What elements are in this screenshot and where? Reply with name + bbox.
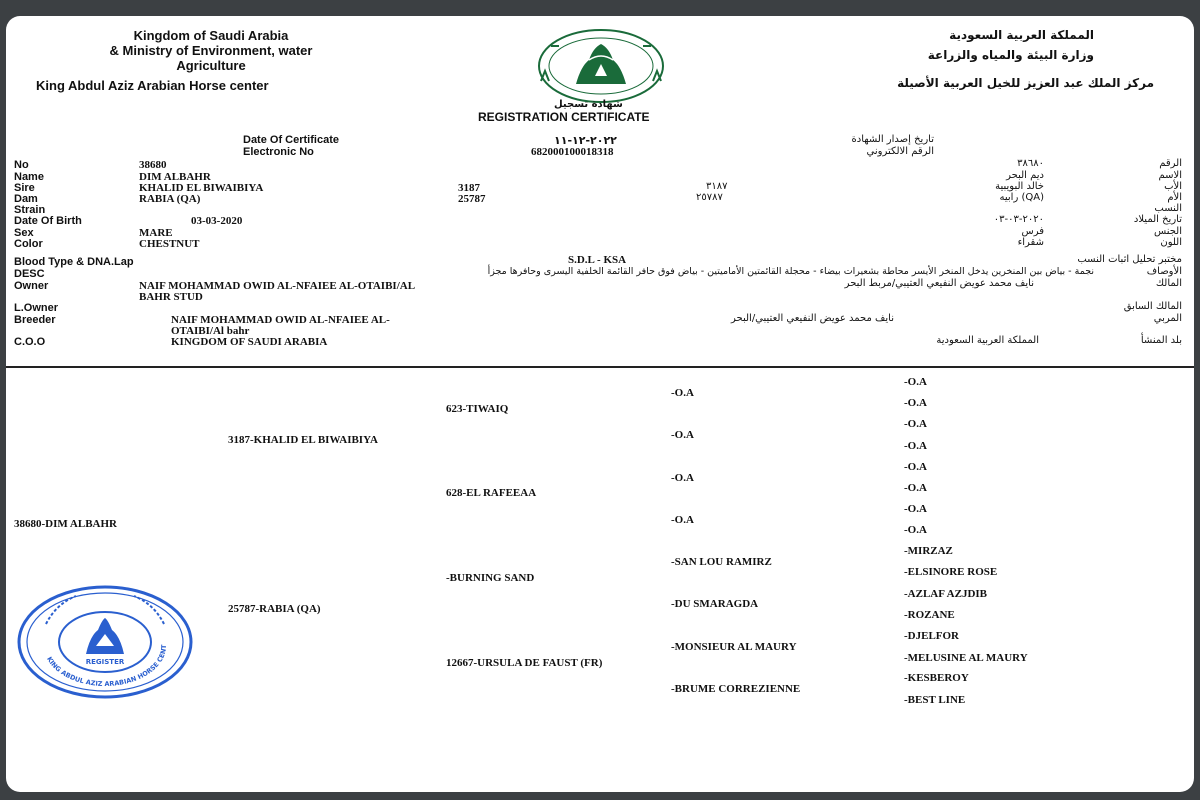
seal-text: KING ABDUL AZIZ ARABIAN HORSE CENT bbox=[45, 644, 169, 689]
header-english-line: & Ministry of Environment, water bbox=[109, 43, 313, 58]
pedigree-gen3: -O.A bbox=[671, 387, 694, 399]
strain-label: Strain bbox=[14, 204, 46, 216]
dam-number-ar: ٢٥٧٨٧ bbox=[696, 192, 723, 203]
header-english bbox=[46, 28, 376, 73]
owner-label: Owner bbox=[14, 280, 49, 292]
pedigree-gen4: -DJELFOR bbox=[904, 630, 959, 642]
name-label: Name bbox=[14, 171, 44, 183]
sire-value-ar: خالد البويبية bbox=[995, 181, 1044, 192]
strain-label-ar: النسب bbox=[1154, 203, 1182, 214]
pedigree-gen3: -O.A bbox=[671, 472, 694, 484]
header-english-line: Agriculture bbox=[176, 58, 246, 73]
electronic-no-label: Electronic No bbox=[243, 146, 314, 158]
header-arabic-line-2: وزارة البيئة والمياه والزراعة bbox=[927, 48, 1094, 62]
center-logo bbox=[521, 26, 681, 106]
blood-type-label: Blood Type & DNA.Lap bbox=[14, 256, 134, 268]
pedigree-gen3: -O.A bbox=[671, 429, 694, 441]
color-label-ar: اللون bbox=[1160, 237, 1182, 248]
pedigree-gen4: -O.A bbox=[904, 461, 927, 473]
breeder-value-line2: OTAIBI/Al bahr bbox=[171, 325, 250, 337]
pedigree-gen4: -O.A bbox=[904, 524, 927, 536]
l-owner-label-ar: المالك السابق bbox=[1123, 301, 1182, 312]
pedigree-gen3: -DU SMARAGDA bbox=[671, 598, 759, 610]
owner-value-line2: BAHR STUD bbox=[139, 291, 203, 303]
pedigree-gen4: -MELUSINE AL MAURY bbox=[904, 652, 1028, 664]
desc-label-ar: الأوصاف bbox=[1146, 266, 1182, 277]
dam-value: RABIA (QA) bbox=[139, 193, 201, 205]
pedigree-subject: 38680-DIM ALBAHR bbox=[14, 518, 117, 530]
dam-label-ar: الأم bbox=[1167, 192, 1182, 203]
name-value-ar: ديم البحر bbox=[1006, 170, 1044, 181]
dob-value: 03-03-2020 bbox=[191, 215, 243, 227]
sire-label: Sire bbox=[14, 182, 35, 194]
blood-type-label-ar: مختبر تحليل اثبات النسب bbox=[1077, 254, 1182, 265]
sire-label-ar: الأب bbox=[1164, 181, 1182, 192]
pedigree-gen4: -KESBEROY bbox=[904, 672, 969, 684]
pedigree-gen4: -BEST LINE bbox=[904, 694, 966, 706]
date-of-certificate-label-ar: تاريخ إصدار الشهادة bbox=[851, 134, 934, 145]
pedigree-gen4: -O.A bbox=[904, 482, 927, 494]
coo-value: KINGDOM OF SAUDI ARABIA bbox=[171, 336, 328, 348]
pedigree-gen4: -O.A bbox=[904, 376, 927, 388]
color-value: CHESTNUT bbox=[139, 238, 200, 250]
owner-value: NAIF MOHAMMAD OWID AL-NFAIEE AL-OTAIBI/AL bbox=[139, 280, 416, 292]
sex-value: MARE bbox=[139, 227, 173, 239]
pedigree-gen4: -O.A bbox=[904, 503, 927, 515]
coo-value-ar: المملكة العربية السعودية bbox=[936, 335, 1039, 346]
electronic-no-value: 682000100018318 bbox=[531, 146, 614, 158]
sire-number: 3187 bbox=[458, 182, 480, 194]
sex-value-ar: فرس bbox=[1021, 226, 1044, 237]
pedigree-gen4: -MIRZAZ bbox=[904, 545, 953, 557]
title-arabic: شهادة تسجيل bbox=[554, 99, 623, 110]
pedigree-dam: 25787-RABIA (QA) bbox=[228, 603, 321, 615]
dob-label: Date Of Birth bbox=[14, 215, 82, 227]
pedigree-gen4: -O.A bbox=[904, 418, 927, 430]
dam-label: Dam bbox=[14, 193, 38, 205]
color-label: Color bbox=[14, 238, 43, 250]
color-value-ar: شقراء bbox=[1017, 237, 1044, 248]
no-value-ar: ٣٨٦٨٠ bbox=[1017, 158, 1044, 169]
breeder-value: NAIF MOHAMMAD OWID AL-NFAIEE AL- bbox=[171, 314, 390, 326]
owner-value-ar: نايف محمد عويض النفيعي العتيبي/مربط البحر bbox=[844, 278, 1034, 289]
sire-number-ar: ٣١٨٧ bbox=[706, 181, 728, 192]
pedigree-gen4: -O.A bbox=[904, 440, 927, 452]
pedigree-gen4: -ELSINORE ROSE bbox=[904, 566, 998, 578]
desc-label: DESC bbox=[14, 268, 45, 280]
official-seal bbox=[16, 584, 194, 700]
owner-label-ar: المالك bbox=[1155, 278, 1182, 289]
date-of-certificate-label: Date Of Certificate bbox=[243, 134, 339, 146]
l-owner-label: L.Owner bbox=[14, 302, 59, 314]
pedigree-gen2: -BURNING SAND bbox=[446, 572, 535, 584]
dam-number: 25787 bbox=[458, 193, 486, 205]
section-divider bbox=[6, 366, 1194, 368]
pedigree-gen2: 623-TIWAIQ bbox=[446, 403, 509, 415]
coo-label: C.O.O bbox=[14, 336, 46, 348]
header-arabic-line-3: مركز الملك عبد العزيز للخيل العربية الأصيلة bbox=[897, 76, 1154, 90]
pedigree-gen2: 628-EL RAFEEAA bbox=[446, 487, 537, 499]
seal-label: REGISTER bbox=[85, 658, 125, 666]
electronic-no-label-ar: الرقم الالكتروني bbox=[866, 146, 934, 157]
pedigree-gen4: -ROZANE bbox=[904, 609, 955, 621]
no-label: No bbox=[14, 159, 29, 171]
desc-value-ar: نجمة - بياض بين المنخرين يدخل المنخر الأيسر محاطة بشعيرات بيضاء - محجلة القائمتين الأماميتين - بياض فوق حافر القائمة الخلفية اليسرى وحافرها مجزأ bbox=[487, 266, 1094, 277]
pedigree-gen3: -SAN LOU RAMIRZ bbox=[671, 556, 772, 568]
pedigree-gen2: 12667-URSULA DE FAUST (FR) bbox=[446, 657, 603, 669]
date-of-certificate-value: ٢٠٢٢-١٢-١١ bbox=[554, 134, 617, 147]
breeder-label: Breeder bbox=[14, 314, 56, 326]
blood-type-value: S.D.L - KSA bbox=[568, 254, 627, 266]
certificate-page bbox=[6, 16, 1194, 792]
sire-value: KHALID EL BIWAIBIYA bbox=[139, 182, 264, 194]
pedigree-gen3: -O.A bbox=[671, 514, 694, 526]
dob-label-ar: تاريخ الميلاد bbox=[1133, 214, 1182, 225]
sex-label-ar: الجنس bbox=[1153, 226, 1182, 237]
header-center-name: King Abdul Aziz Arabian Horse center bbox=[36, 78, 269, 93]
coo-label-ar: بلد المنشأ bbox=[1140, 335, 1182, 346]
name-value: DIM ALBAHR bbox=[139, 171, 211, 183]
breeder-label-ar: المربي bbox=[1153, 313, 1182, 324]
no-value: 38680 bbox=[139, 159, 167, 171]
name-label-ar: الاسم bbox=[1158, 170, 1182, 181]
pedigree-gen3: -MONSIEUR AL MAURY bbox=[671, 641, 797, 653]
title-english: REGISTRATION CERTIFICATE bbox=[478, 110, 650, 124]
no-label-ar: الرقم bbox=[1159, 158, 1182, 169]
sex-label: Sex bbox=[14, 227, 34, 239]
dam-value-ar: (QA) رابيه bbox=[999, 192, 1044, 203]
breeder-value-ar: نايف محمد عويض النفيعي العتيبي/البحر bbox=[731, 313, 894, 324]
pedigree-sire: 3187-KHALID EL BIWAIBIYA bbox=[228, 434, 378, 446]
pedigree-gen3: -BRUME CORREZIENNE bbox=[671, 683, 801, 695]
dob-value-ar: ٢٠٢٠-٠٣-٠٣ bbox=[993, 214, 1044, 225]
pedigree-gen4: -O.A bbox=[904, 397, 927, 409]
pedigree-gen4: -AZLAF AZJDIB bbox=[904, 588, 988, 600]
header-arabic-line-1: المملكة العربية السعودية bbox=[949, 28, 1094, 42]
header-english-line: Kingdom of Saudi Arabia bbox=[133, 28, 289, 43]
